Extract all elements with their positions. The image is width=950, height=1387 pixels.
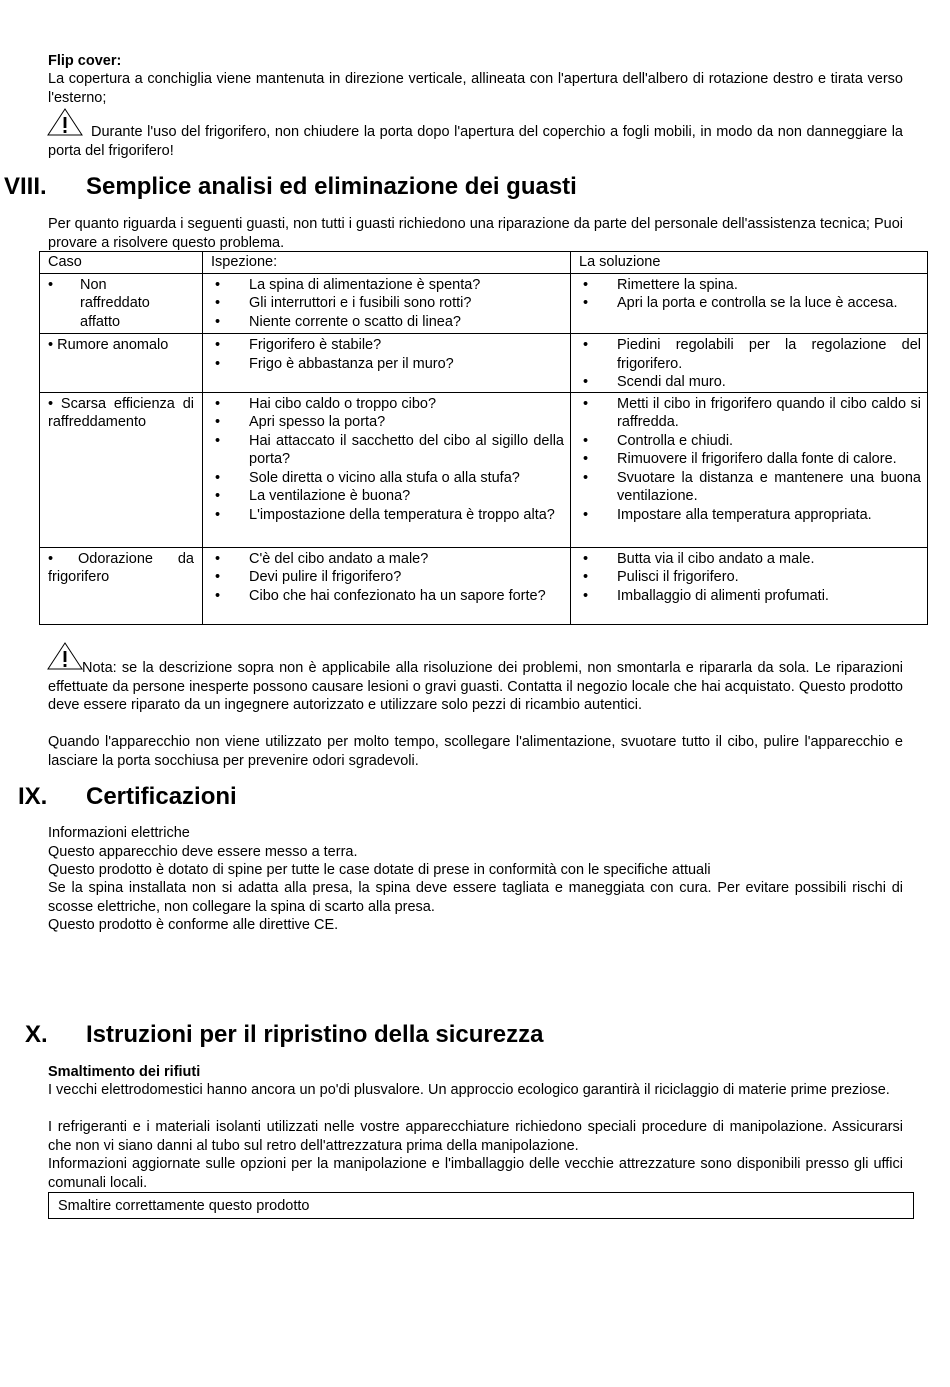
- section-8-number: VIII.: [4, 173, 47, 200]
- flip-cover-text: La copertura a conchiglia viene mantenuta in direzione verticale, allineata con l'apertura dell'albero di rotazione destro e tirata verso l'esterno;: [48, 71, 903, 106]
- unused-note: Quando l'apparecchio non viene utilizzato per molto tempo, scollegare l'alimentazione, svuotare tutto il cibo, pulire l'apparecchio e lasciare la porta socchiusa per prevenire odori sgradevoli.: [48, 734, 903, 769]
- flip-warning-text: Durante l'uso del frigorifero, non chiudere la porta dopo l'apertura del coperchio a fogli mobili, in modo da non danneggiare la porta del frigorifero!: [48, 124, 903, 159]
- list-item: • L'impostazione della temperatura è troppo alta?: [209, 506, 564, 525]
- cert-line: Questo prodotto è dotato di spine per tutte le case dotate di prese in conformità con le specifiche attuali: [48, 862, 711, 878]
- disposal-paragraph: I vecchi elettrodomestici hanno ancora un po'di plusvalore. Un approccio ecologico garantirà il riciclaggio di materie prime preziose.: [48, 1082, 890, 1098]
- list-item: • Sole diretta o vicino alla stufa o alla stufa?: [209, 469, 564, 488]
- list-item: • Impostare alla temperatura appropriata.: [577, 506, 921, 525]
- disposal-paragraph: I refrigeranti e i materiali isolanti utilizzati nelle vostre apparecchiature richiedono speciali procedure di manipolazione. Assicurarsi che non vi siano danni al tubo sul retro dell'attrezzatura prima della manipolazione.: [48, 1119, 903, 1154]
- header-solution: La soluzione: [571, 252, 928, 274]
- list-item: • Devi pulire il frigorifero?: [209, 568, 564, 587]
- solution-cell: [571, 334, 928, 393]
- flip-cover-title: Flip cover:: [48, 53, 122, 69]
- list-item: • Hai cibo caldo o troppo cibo?: [209, 395, 564, 414]
- list-item: • Niente corrente o scatto di linea?: [209, 313, 564, 332]
- case-cell: • Non raffreddato affatto: [40, 273, 203, 334]
- section-9-title: Certificazioni: [86, 783, 237, 810]
- inspection-cell: [203, 547, 571, 624]
- list-item: • Scendi dal muro.: [577, 373, 921, 392]
- solution-cell: [571, 547, 928, 624]
- disposal-subtitle: Smaltimento dei rifiuti: [48, 1064, 201, 1080]
- cert-line: Se la spina installata non si adatta alla presa, la spina deve essere tagliata e maneggiata con cura. Per evitare possibili rischi di scosse elettriche, non collegare la spina di scarto alla presa.: [48, 880, 903, 915]
- section-10-number: X.: [25, 1021, 48, 1048]
- list-item: • Hai attaccato il sacchetto del cibo al sigillo della porta?: [209, 432, 564, 469]
- cert-line: Questo apparecchio deve essere messo a terra.: [48, 844, 358, 860]
- cert-line: Questo prodotto è conforme alle direttive CE.: [48, 917, 339, 933]
- inspection-cell: [203, 392, 571, 547]
- list-item: • Apri spesso la porta?: [209, 413, 564, 432]
- list-item: • Svuotare la distanza e mantenere una buona ventilazione.: [577, 469, 921, 506]
- inspection-cell: [203, 273, 571, 334]
- section-8-intro: Per quanto riguarda i seguenti guasti, non tutti i guasti richiedono una riparazione da parte del personale dell'assistenza tecnica; Puoi provare a risolvere questo problema.: [48, 216, 903, 251]
- list-item: • Butta via il cibo andato a male.: [577, 550, 921, 569]
- table-row: [40, 392, 928, 547]
- case-cell: • Rumore anomalo: [40, 334, 203, 393]
- case-cell: • Odorazione da frigorifero: [40, 547, 203, 624]
- table-header-row: [40, 252, 928, 274]
- list-item: • Imballaggio di alimenti profumati.: [577, 587, 921, 606]
- list-item: • Piedini regolabili per la regolazione del frigorifero.: [577, 336, 921, 373]
- list-item: • Metti il cibo in frigorifero quando il cibo caldo si raffredda.: [577, 395, 921, 432]
- list-item: • Frigorifero è stabile?: [209, 336, 564, 355]
- list-item: • La ventilazione è buona?: [209, 487, 564, 506]
- list-item: • Apri la porta e controlla se la luce è accesa.: [577, 294, 921, 313]
- solution-cell: [571, 392, 928, 547]
- list-item: • Pulisci il frigorifero.: [577, 568, 921, 587]
- table-row: [40, 547, 928, 624]
- section-8-title: Semplice analisi ed eliminazione dei guasti: [86, 173, 577, 200]
- list-item: • Rimettere la spina.: [577, 276, 921, 295]
- section-9-number: IX.: [18, 783, 48, 810]
- section-10-title: Istruzioni per il ripristino della sicurezza: [86, 1021, 544, 1048]
- repair-note: Nota: se la descrizione sopra non è applicabile alla risoluzione dei problemi, non smontarla e ripararla da sola. Le riparazioni effettuate da persone inesperte possono causare lesioni o gravi guasti. Contatta il negozio locale che hai acquistato. Questo prodotto deve essere riparato da un ingegnere autorizzato e utilizzare solo pezzi di ricambio autentici.: [48, 660, 903, 713]
- list-item: • Gli interruttori e i fusibili sono rotti?: [209, 294, 564, 313]
- solution-cell: [571, 273, 928, 334]
- case-text: Non raffreddato affatto: [80, 276, 150, 330]
- table-row: [40, 334, 928, 393]
- header-inspection: Ispezione:: [203, 252, 571, 274]
- table-row: [40, 273, 928, 334]
- list-item: • C'è del cibo andato a male?: [209, 550, 564, 569]
- list-item: • La spina di alimentazione è spenta?: [209, 276, 564, 295]
- list-item: • Cibo che hai confezionato ha un sapore forte?: [209, 587, 564, 606]
- case-cell: • Scarsa efficienza di raffreddamento: [40, 392, 203, 547]
- disposal-paragraph: Informazioni aggiornate sulle opzioni per la manipolazione e l'imballaggio delle vecchie attrezzature sono disponibili presso gli uffici comunali locali.: [48, 1156, 903, 1191]
- header-case: Caso: [40, 252, 203, 274]
- list-item: • Frigo è abbastanza per il muro?: [209, 355, 564, 374]
- list-item: • Controlla e chiudi.: [577, 432, 921, 451]
- disposal-box: Smaltire correttamente questo prodotto: [48, 1192, 914, 1219]
- inspection-cell: [203, 334, 571, 393]
- troubleshooting-table: [39, 251, 928, 625]
- list-item: • Rimuovere il frigorifero dalla fonte di calore.: [577, 450, 921, 469]
- cert-line: Informazioni elettriche: [48, 825, 190, 841]
